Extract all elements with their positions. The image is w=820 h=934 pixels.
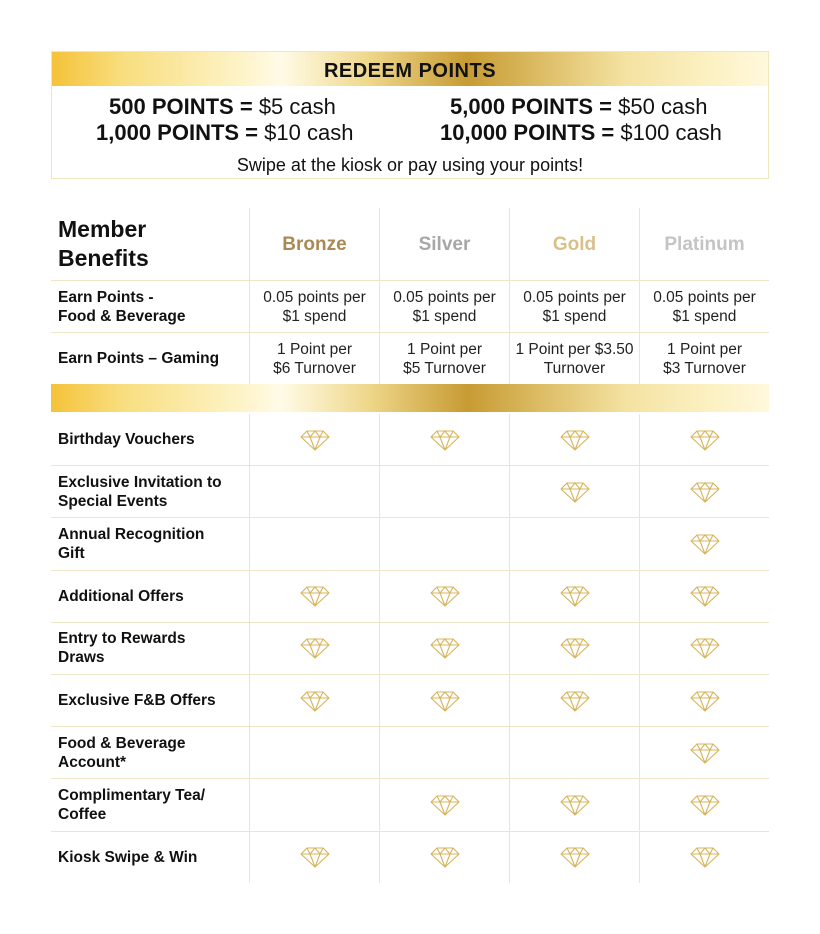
diamond-icon [560,637,590,659]
earn-value: 1 Point per $6 Turnover [249,333,379,384]
earn-value: 0.05 points per $1 spend [379,281,509,332]
row-label: Additional Offers [58,587,184,605]
redeem-title: REDEEM POINTS [52,52,768,86]
row-label: Exclusive F&B Offers [58,692,216,710]
diamond-icon [690,637,720,659]
tier-cell [639,779,769,830]
diamond-icon [690,585,720,607]
tier-bronze-header: Bronze [249,208,379,280]
benefit-row [51,623,769,675]
row-label: Exclusive Invitation to Special Events [58,473,222,510]
diamond-icon [300,846,330,868]
tier-cell [249,727,379,778]
tier-cell [639,518,769,569]
tier-cell [639,571,769,622]
earn-value: 1 Point per $3 Turnover [639,333,769,384]
diamond-icon [430,637,460,659]
tier-cell [249,571,379,622]
gold-divider-bar [51,384,769,412]
diamond-icon [560,794,590,816]
benefit-row [51,779,769,831]
tier-cell [249,466,379,517]
tier-cell [379,727,509,778]
tier-cell [639,675,769,726]
earn-value: 0.05 points per $1 spend [639,281,769,332]
rate-cash: $100 cash [620,120,722,145]
tier-cell [639,727,769,778]
diamond-icon [690,429,720,451]
tier-cell [509,518,639,569]
redeem-points-panel [51,51,769,179]
tier-cell [249,414,379,465]
diamond-icon [300,585,330,607]
tier-cell [379,571,509,622]
tier-cell [639,623,769,674]
tier-cell [379,518,509,569]
tier-cell [379,779,509,830]
earn-value: 0.05 points per $1 spend [509,281,639,332]
tier-cell [379,623,509,674]
tier-cell [249,779,379,830]
tier-cell [509,779,639,830]
benefit-row [51,727,769,779]
diamond-icon [430,846,460,868]
diamond-icon [690,533,720,555]
tier-cell [249,832,379,883]
tier-platinum-header: Platinum [639,208,769,280]
tier-cell [639,832,769,883]
tier-cell [509,675,639,726]
row-label: Food & Beverage Account* [58,734,186,771]
rate-row [450,94,707,120]
diamond-icon [690,794,720,816]
rate-cash: $5 cash [258,94,336,119]
diamond-icon [430,429,460,451]
rate-points: 500 POINTS = [109,94,253,119]
diamond-icon [300,690,330,712]
earn-value: 0.05 points per $1 spend [249,281,379,332]
diamond-icon [430,794,460,816]
benefit-row [51,571,769,623]
earn-value: 1 Point per $5 Turnover [379,333,509,384]
benefit-row [51,414,769,466]
rate-row [440,120,722,146]
diamond-icon [430,690,460,712]
rate-points: 1,000 POINTS = [96,120,259,145]
tier-cell [509,571,639,622]
tier-cell [249,623,379,674]
diamond-icon [690,846,720,868]
rate-row [109,94,336,120]
row-label: Annual Recognition Gift [58,525,205,562]
tier-cell [379,832,509,883]
earn-row-gaming [51,333,769,384]
benefit-row [51,675,769,727]
tier-cell [379,414,509,465]
tier-cell [379,675,509,726]
rate-cash: $10 cash [264,120,354,145]
benefit-row [51,832,769,883]
redeem-note: Swipe at the kiosk or pay using your points! [236,155,584,175]
diamond-icon [560,429,590,451]
tier-cell [509,623,639,674]
diamond-icon [560,846,590,868]
tier-cell [509,466,639,517]
diamond-icon [300,429,330,451]
benefit-row [51,466,769,518]
row-label: Kiosk Swipe & Win [58,848,198,866]
tier-silver-header: Silver [379,208,509,280]
diamond-icon [690,742,720,764]
diamond-icon [690,481,720,503]
tier-cell [509,414,639,465]
row-label: Birthday Vouchers [58,431,195,449]
tier-cell [379,466,509,517]
tier-cell [249,518,379,569]
tier-cell [509,727,639,778]
row-label: Complimentary Tea/ Coffee [58,786,206,823]
diamond-icon [560,585,590,607]
diamond-icon [560,690,590,712]
tier-cell [509,832,639,883]
row-label: Entry to Rewards Draws [58,630,186,667]
diamond-icon [690,690,720,712]
table-header-title: Member Benefits [58,216,149,271]
rate-row [96,120,353,146]
row-label: Earn Points – Gaming [58,350,220,367]
tier-gold-header: Gold [509,208,639,280]
tier-cell [249,675,379,726]
rate-points: 5,000 POINTS = [450,94,613,119]
diamond-icon [300,637,330,659]
rate-points: 10,000 POINTS = [440,120,615,145]
tier-cell [639,414,769,465]
diamond-icon [430,585,460,607]
rate-cash: $50 cash [618,94,708,119]
tier-cell [639,466,769,517]
benefit-row [51,518,769,570]
row-label: Earn Points - Food & Beverage [58,288,186,325]
diamond-icon [560,481,590,503]
table-header-row [51,208,769,281]
earn-row-fnb [51,281,769,333]
earn-value: 1 Point per $3.50 Turnover [509,333,639,384]
